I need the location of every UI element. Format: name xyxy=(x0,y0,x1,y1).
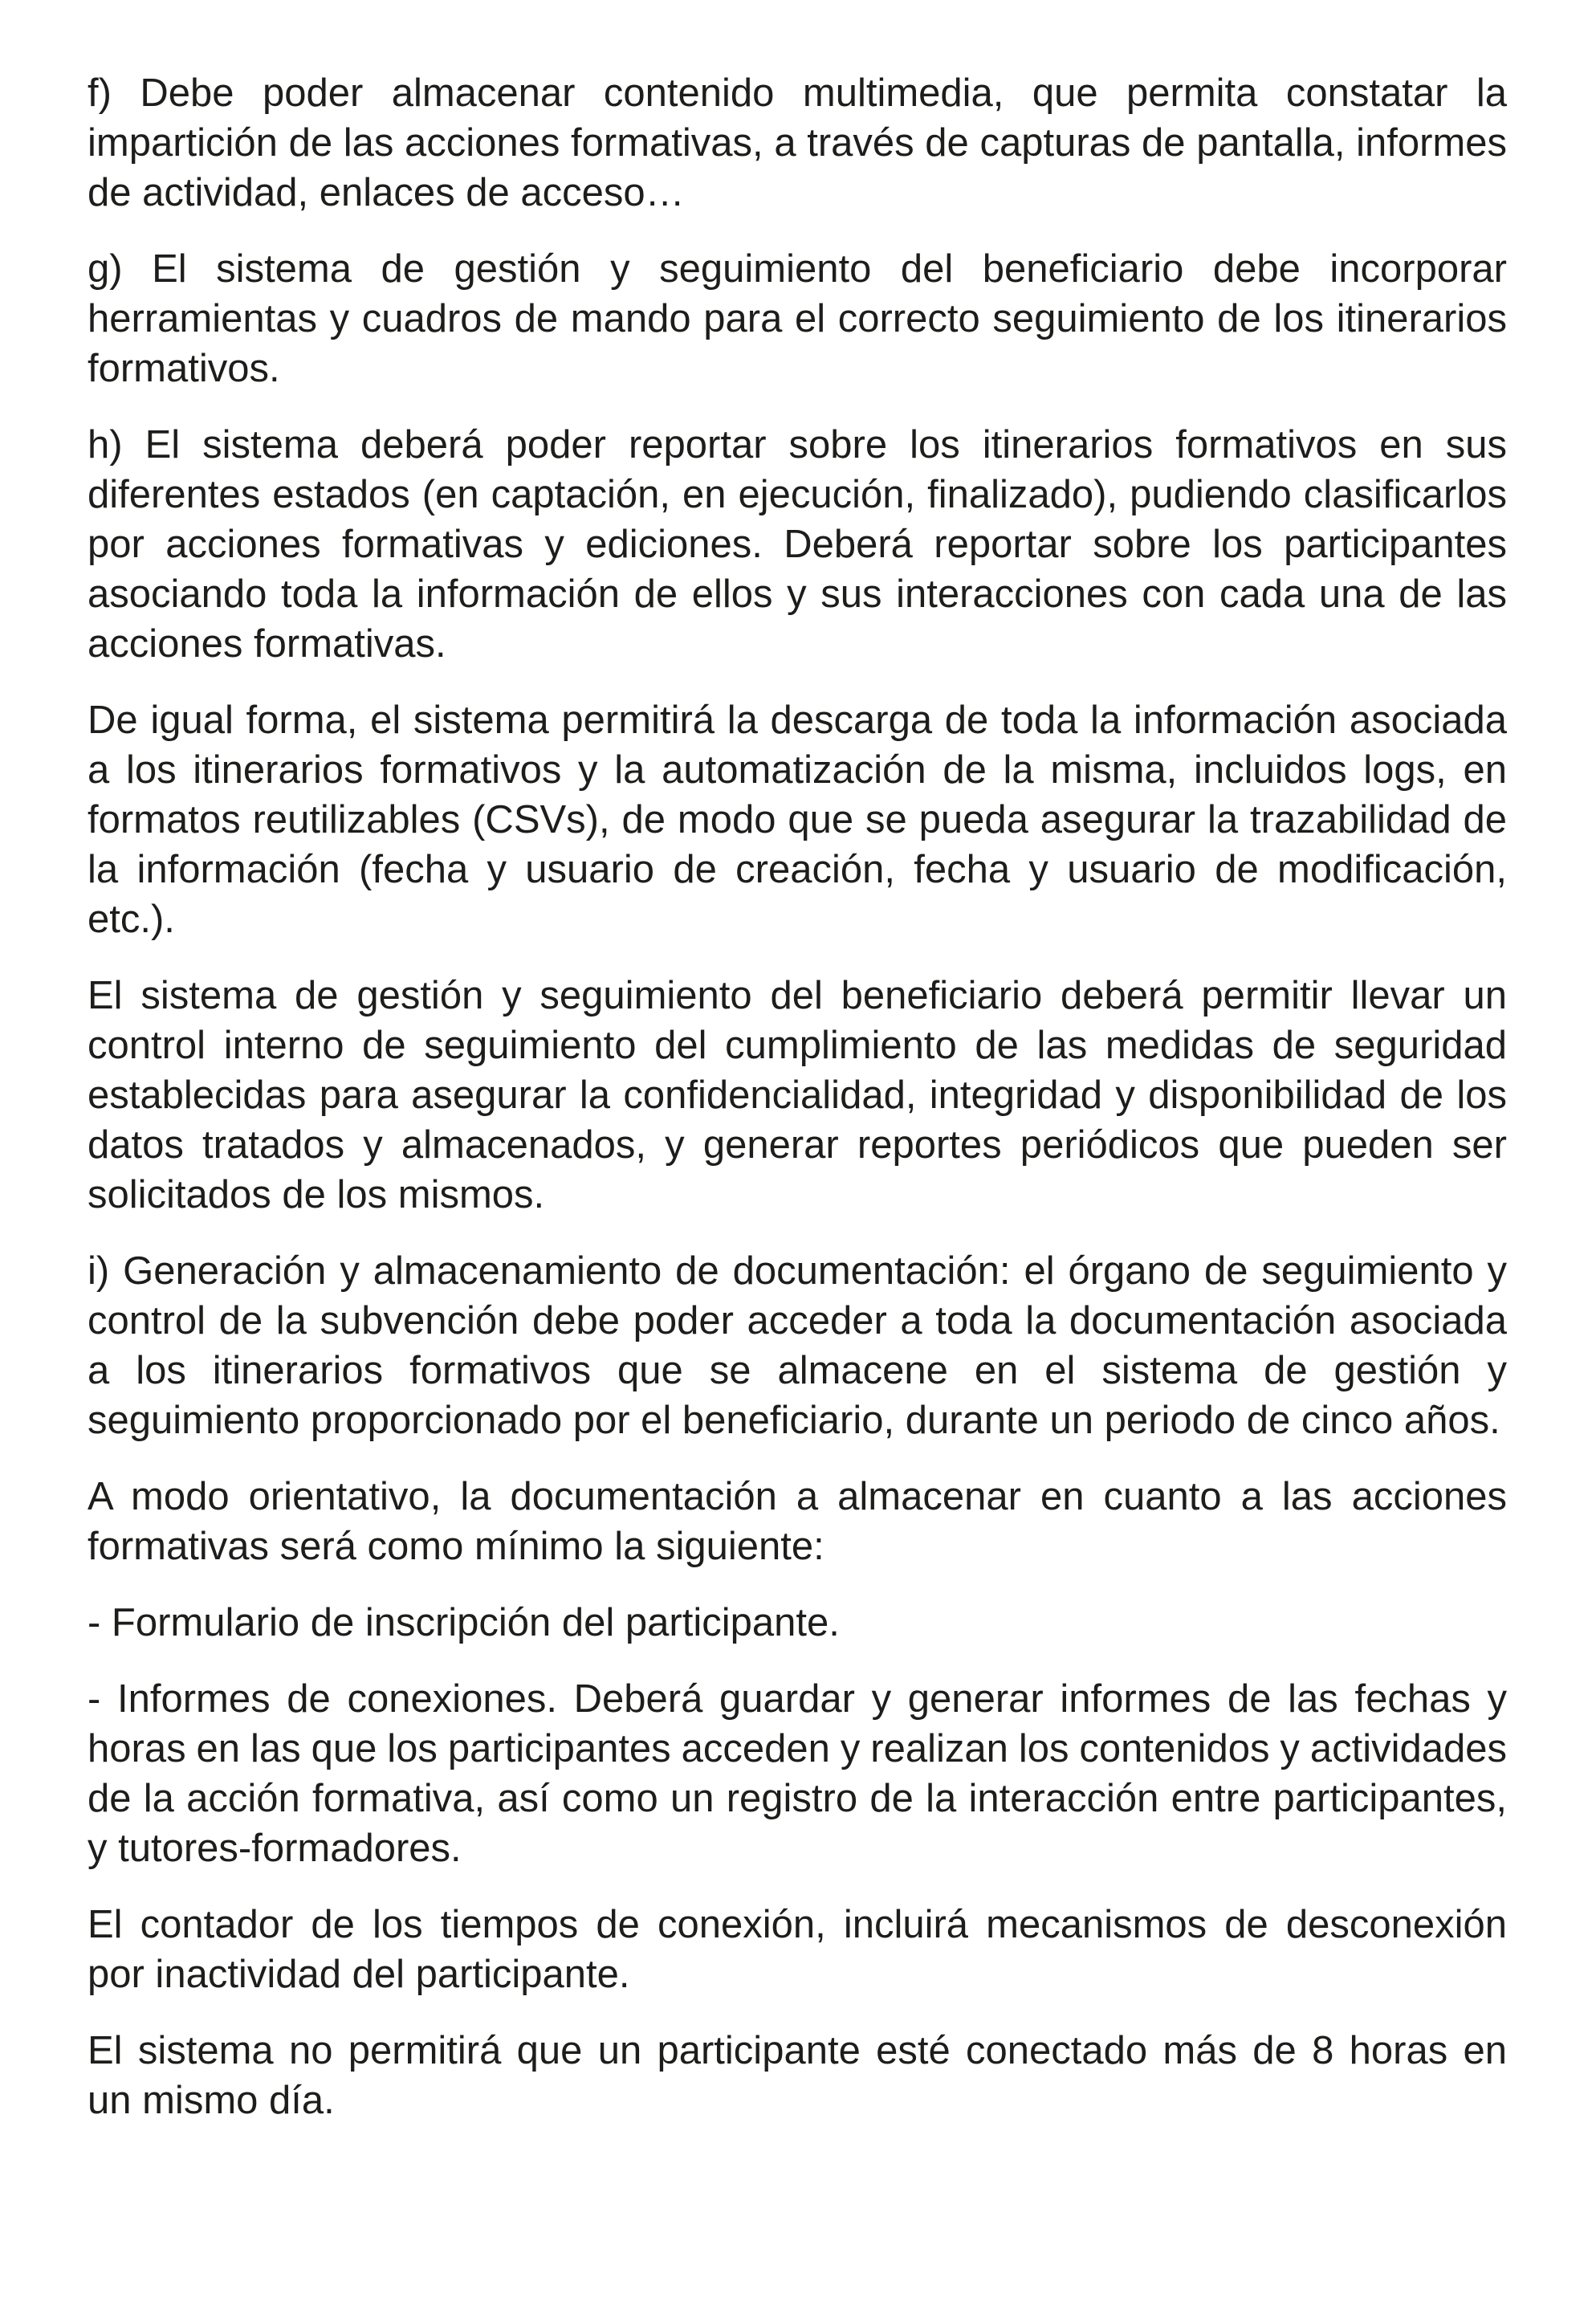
document-body xyxy=(88,68,1507,2125)
text-line-content: diferentes estados (en captación, en ejecución, finalizado), pudiendo clasificarlos xyxy=(88,473,1507,516)
text-line-content: - Informes de conexiones. Deberá guardar y generar informes de las fechas y xyxy=(88,1677,1507,1721)
text-line-content: De igual forma, el sistema permitirá la descarga de toda la información asociada xyxy=(88,699,1507,742)
text-line xyxy=(88,971,1507,1021)
text-line xyxy=(88,420,1507,470)
text-line-content: solicitados de los mismos. xyxy=(88,1173,545,1216)
text-line-content: formatos reutilizables (CSVs), de modo que se pueda asegurar la trazabilidad de xyxy=(88,798,1507,841)
text-line xyxy=(88,745,1507,795)
paragraph-orientative xyxy=(88,1472,1507,1571)
text-line xyxy=(88,1900,1507,1950)
text-line xyxy=(88,294,1507,344)
text-line-content: horas en las que los participantes acceden y realizan los contenidos y actividades xyxy=(88,1727,1507,1770)
text-line-content: seguimiento proporcionado por el beneficiario, durante un periodo de cinco años. xyxy=(88,1399,1500,1442)
text-line-content: de actividad, enlaces de acceso… xyxy=(88,171,685,214)
text-line-content: a los itinerarios formativos que se almacene en el sistema de gestión y xyxy=(88,1349,1507,1392)
text-line xyxy=(88,1724,1507,1774)
text-line xyxy=(88,1120,1507,1170)
text-line-content: establecidas para asegurar la confidencialidad, integridad y disponibilidad de los xyxy=(88,1074,1507,1117)
text-line xyxy=(88,1346,1507,1395)
text-line-content: la información (fecha y usuario de creación, fecha y usuario de modificación, xyxy=(88,848,1507,891)
paragraph-item-h xyxy=(88,420,1507,669)
paragraph-item-i xyxy=(88,1246,1507,1445)
paragraph-connection-counter xyxy=(88,1900,1507,1999)
text-line xyxy=(88,1950,1507,1999)
text-line xyxy=(88,1021,1507,1070)
text-line-content: por acciones formativas y ediciones. Deberá reportar sobre los participantes xyxy=(88,523,1507,566)
paragraph-bullet-reports xyxy=(88,1674,1507,1873)
text-line xyxy=(88,1246,1507,1296)
text-line xyxy=(88,118,1507,168)
text-line-content: impartición de las acciones formativas, a través de capturas de pantalla, informes xyxy=(88,121,1507,165)
text-line-content: El sistema de gestión y seguimiento del beneficiario deberá permitir llevar un xyxy=(88,974,1507,1017)
text-line xyxy=(88,1598,1507,1648)
text-line xyxy=(88,344,1507,393)
paragraph-download-info xyxy=(88,695,1507,944)
text-line xyxy=(88,1472,1507,1522)
text-line xyxy=(88,1395,1507,1445)
text-line-content: formativas será como mínimo la siguiente: xyxy=(88,1525,824,1568)
text-line xyxy=(88,1170,1507,1220)
text-line-content: i) Generación y almacenamiento de documentación: el órgano de seguimiento y xyxy=(88,1249,1507,1293)
text-line-content: A modo orientativo, la documentación a almacenar en cuanto a las acciones xyxy=(88,1475,1507,1518)
text-line-content: control de la subvención debe poder acceder a toda la documentación asociada xyxy=(88,1299,1507,1342)
text-line-content: h) El sistema deberá poder reportar sobre los itinerarios formativos en sus xyxy=(88,423,1507,466)
text-line xyxy=(88,619,1507,669)
text-line xyxy=(88,1823,1507,1873)
paragraph-item-f xyxy=(88,68,1507,218)
text-line-content: un mismo día. xyxy=(88,2079,335,2122)
text-line-content: - Formulario de inscripción del participante. xyxy=(88,1601,840,1644)
text-line xyxy=(88,470,1507,519)
text-line xyxy=(88,894,1507,944)
text-line-content: y tutores-formadores. xyxy=(88,1827,462,1870)
text-line-content: formativos. xyxy=(88,347,280,390)
text-line-content: asociando toda la información de ellos y sus interacciones con cada una de las xyxy=(88,572,1507,616)
text-line xyxy=(88,845,1507,894)
text-line-content: El contador de los tiempos de conexión, incluirá mecanismos de desconexión xyxy=(88,1903,1507,1946)
text-line-content: control interno de seguimiento del cumplimiento de las medidas de seguridad xyxy=(88,1024,1507,1067)
text-line-content: etc.). xyxy=(88,898,175,941)
text-line-content: datos tratados y almacenados, y generar reportes periódicos que pueden ser xyxy=(88,1123,1507,1167)
text-line xyxy=(88,1522,1507,1571)
text-line-content: acciones formativas. xyxy=(88,622,446,666)
text-line xyxy=(88,2076,1507,2125)
text-line-content: El sistema no permitirá que un participante esté conectado más de 8 horas en xyxy=(88,2029,1507,2072)
paragraph-item-g xyxy=(88,244,1507,393)
text-line-content: f) Debe poder almacenar contenido multimedia, que permita constatar la xyxy=(88,71,1507,115)
text-line xyxy=(88,2026,1507,2076)
paragraph-max-hours xyxy=(88,2026,1507,2125)
text-line-content: por inactividad del participante. xyxy=(88,1953,630,1996)
text-line xyxy=(88,569,1507,619)
text-line xyxy=(88,68,1507,118)
text-line xyxy=(88,244,1507,294)
text-line-content: g) El sistema de gestión y seguimiento del beneficiario debe incorporar xyxy=(88,247,1507,291)
text-line xyxy=(88,1296,1507,1346)
text-line xyxy=(88,519,1507,569)
paragraph-bullet-form xyxy=(88,1598,1507,1648)
text-line xyxy=(88,1774,1507,1823)
text-line-content: herramientas y cuadros de mando para el correcto seguimiento de los itinerarios xyxy=(88,297,1507,340)
text-line xyxy=(88,168,1507,218)
text-line xyxy=(88,695,1507,745)
text-line xyxy=(88,1674,1507,1724)
paragraph-security-control xyxy=(88,971,1507,1220)
text-line xyxy=(88,795,1507,845)
text-line-content: de la acción formativa, así como un registro de la interacción entre participantes, xyxy=(88,1777,1507,1820)
text-line xyxy=(88,1070,1507,1120)
text-line-content: a los itinerarios formativos y la automatización de la misma, incluidos logs, en xyxy=(88,748,1507,792)
